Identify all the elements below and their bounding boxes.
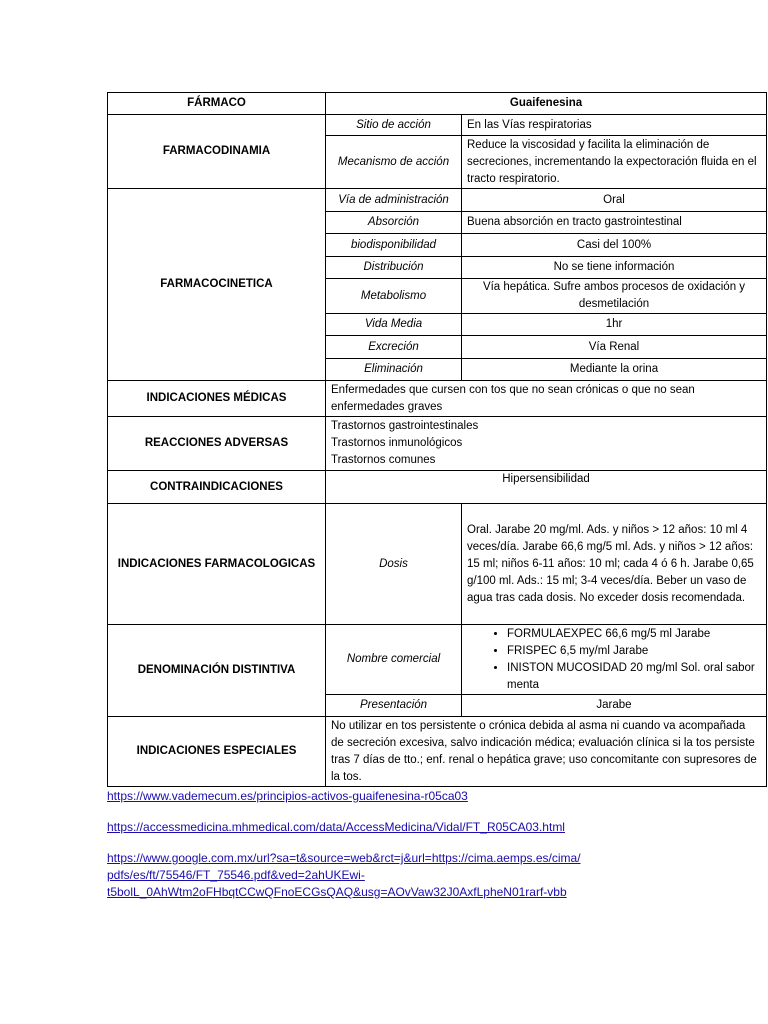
reference-link-line[interactable]: pdfs/es/ft/75546/FT_75546.pdf&ved=2ahUKEwi- <box>107 868 365 882</box>
via-label: Vía de administración <box>326 189 462 212</box>
metabolismo-label: Metabolismo <box>326 279 462 314</box>
sitio-value: En las Vías respiratorias <box>462 115 767 136</box>
reference-link[interactable] <box>107 850 727 901</box>
nombre-comercial-label: Nombre comercial <box>326 625 462 695</box>
reference-link-line[interactable]: https://www.google.com.mx/url?sa=t&source=web&rct=j&url=https://cima.aemps.es/cima/ <box>107 851 581 865</box>
biodisponibilidad-value: Casi del 100% <box>462 234 767 257</box>
reacciones-adversas-list <box>326 417 767 471</box>
farmacocinetica-label: FARMACOCINETICA <box>108 189 326 381</box>
farmacodinamia-label: FARMACODINAMIA <box>108 115 326 189</box>
nombre-comercial-item: • INISTON MUCOSIDAD 20 mg/ml Sol. oral sabor menta <box>507 660 761 694</box>
reference-links <box>107 788 727 901</box>
dosis-label: Dosis <box>326 504 462 625</box>
reference-link-line[interactable]: t5bolL_0AhWtm2oFHbqtCCwQFnoECGsQAQ&usg=AOvVaw32J0AxfLpheN01rarf-vbb <box>107 885 567 899</box>
excrecion-label: Excreción <box>326 336 462 359</box>
reaccion-item: Trastornos gastrointestinales <box>331 420 479 432</box>
indicaciones-farmacologicas-label: INDICACIONES FARMACOLOGICAS <box>108 504 326 625</box>
farmaco-value: Guaifenesina <box>326 93 767 115</box>
indicaciones-medicas-value: Enfermedades que cursen con tos que no sean crónicas o que no sean enfermedades graves <box>326 381 767 417</box>
excrecion-value: Vía Renal <box>462 336 767 359</box>
mecanismo-value: Reduce la viscosidad y facilita la eliminación de secreciones, incrementando la expectoración fluida en el tracto respiratorio. <box>462 136 767 189</box>
farmaco-label: FÁRMACO <box>108 93 326 115</box>
reference-link[interactable]: https://www.vademecum.es/principios-activos-guaifenesina-r05ca03 <box>107 789 468 803</box>
nombre-comercial-item: • FRISPEC 6,5 my/ml Jarabe <box>507 643 761 660</box>
reference-link[interactable]: https://accessmedicina.mhmedical.com/data/AccessMedicina/Vidal/FT_R05CA03.html <box>107 820 565 834</box>
nombre-comercial-item: • FORMULAEXPEC 66,6 mg/5 ml Jarabe <box>507 626 761 643</box>
denominacion-label: DENOMINACIÓN DISTINTIVA <box>108 625 326 717</box>
presentacion-label: Presentación <box>326 695 462 717</box>
indicaciones-especiales-value: No utilizar en tos persistente o crónica debida al asma ni cuando va acompañada de secreción excesiva, salvo indicación médica; evaluación clínica si la tos persiste tras 7 días de tto.; enf. renal o hepática grave; uso concomitante con supresores de la tos. <box>326 717 767 787</box>
indicaciones-especiales-label: INDICACIONES ESPECIALES <box>108 717 326 787</box>
contraindicaciones-value: Hipersensibilidad <box>326 471 767 504</box>
mecanismo-label: Mecanismo de acción <box>326 136 462 189</box>
contraindicaciones-label: CONTRAINDICACIONES <box>108 471 326 504</box>
presentacion-value: Jarabe <box>462 695 767 717</box>
vida-media-label: Vida Media <box>326 314 462 336</box>
sitio-label: Sitio de acción <box>326 115 462 136</box>
via-value: Oral <box>462 189 767 212</box>
eliminacion-label: Eliminación <box>326 359 462 381</box>
distribucion-value: No se tiene información <box>462 257 767 279</box>
eliminacion-value: Mediante la orina <box>462 359 767 381</box>
drug-info-table <box>107 92 767 787</box>
nombre-comercial-list <box>462 625 767 695</box>
absorcion-value: Buena absorción en tracto gastrointestinal <box>462 212 767 234</box>
vida-media-value: 1hr <box>462 314 767 336</box>
reaccion-item: Trastornos comunes <box>331 454 436 466</box>
distribucion-label: Distribución <box>326 257 462 279</box>
absorcion-label: Absorción <box>326 212 462 234</box>
indicaciones-medicas-label: INDICACIONES MÉDICAS <box>108 381 326 417</box>
reacciones-adversas-label: REACCIONES ADVERSAS <box>108 417 326 471</box>
biodisponibilidad-label: biodisponibilidad <box>326 234 462 257</box>
metabolismo-value: Vía hepática. Sufre ambos procesos de oxidación y desmetilación <box>462 279 767 314</box>
reaccion-item: Trastornos inmunológicos <box>331 437 463 449</box>
dosis-value: Oral. Jarabe 20 mg/ml. Ads. y niños > 12 años: 10 ml 4 veces/día. Jarabe 66,6 mg/5 ml. Ads. y niños > 12 años: 15 ml; niños 6-11 años: 10 ml; cada 4 ó 6 h. Jarabe 0,65 g/100 ml. Ads.: 15 ml; 3-4 veces/día. Beber un vaso de agua tras cada dosis. No exceder dosis recomendada. <box>462 504 767 625</box>
